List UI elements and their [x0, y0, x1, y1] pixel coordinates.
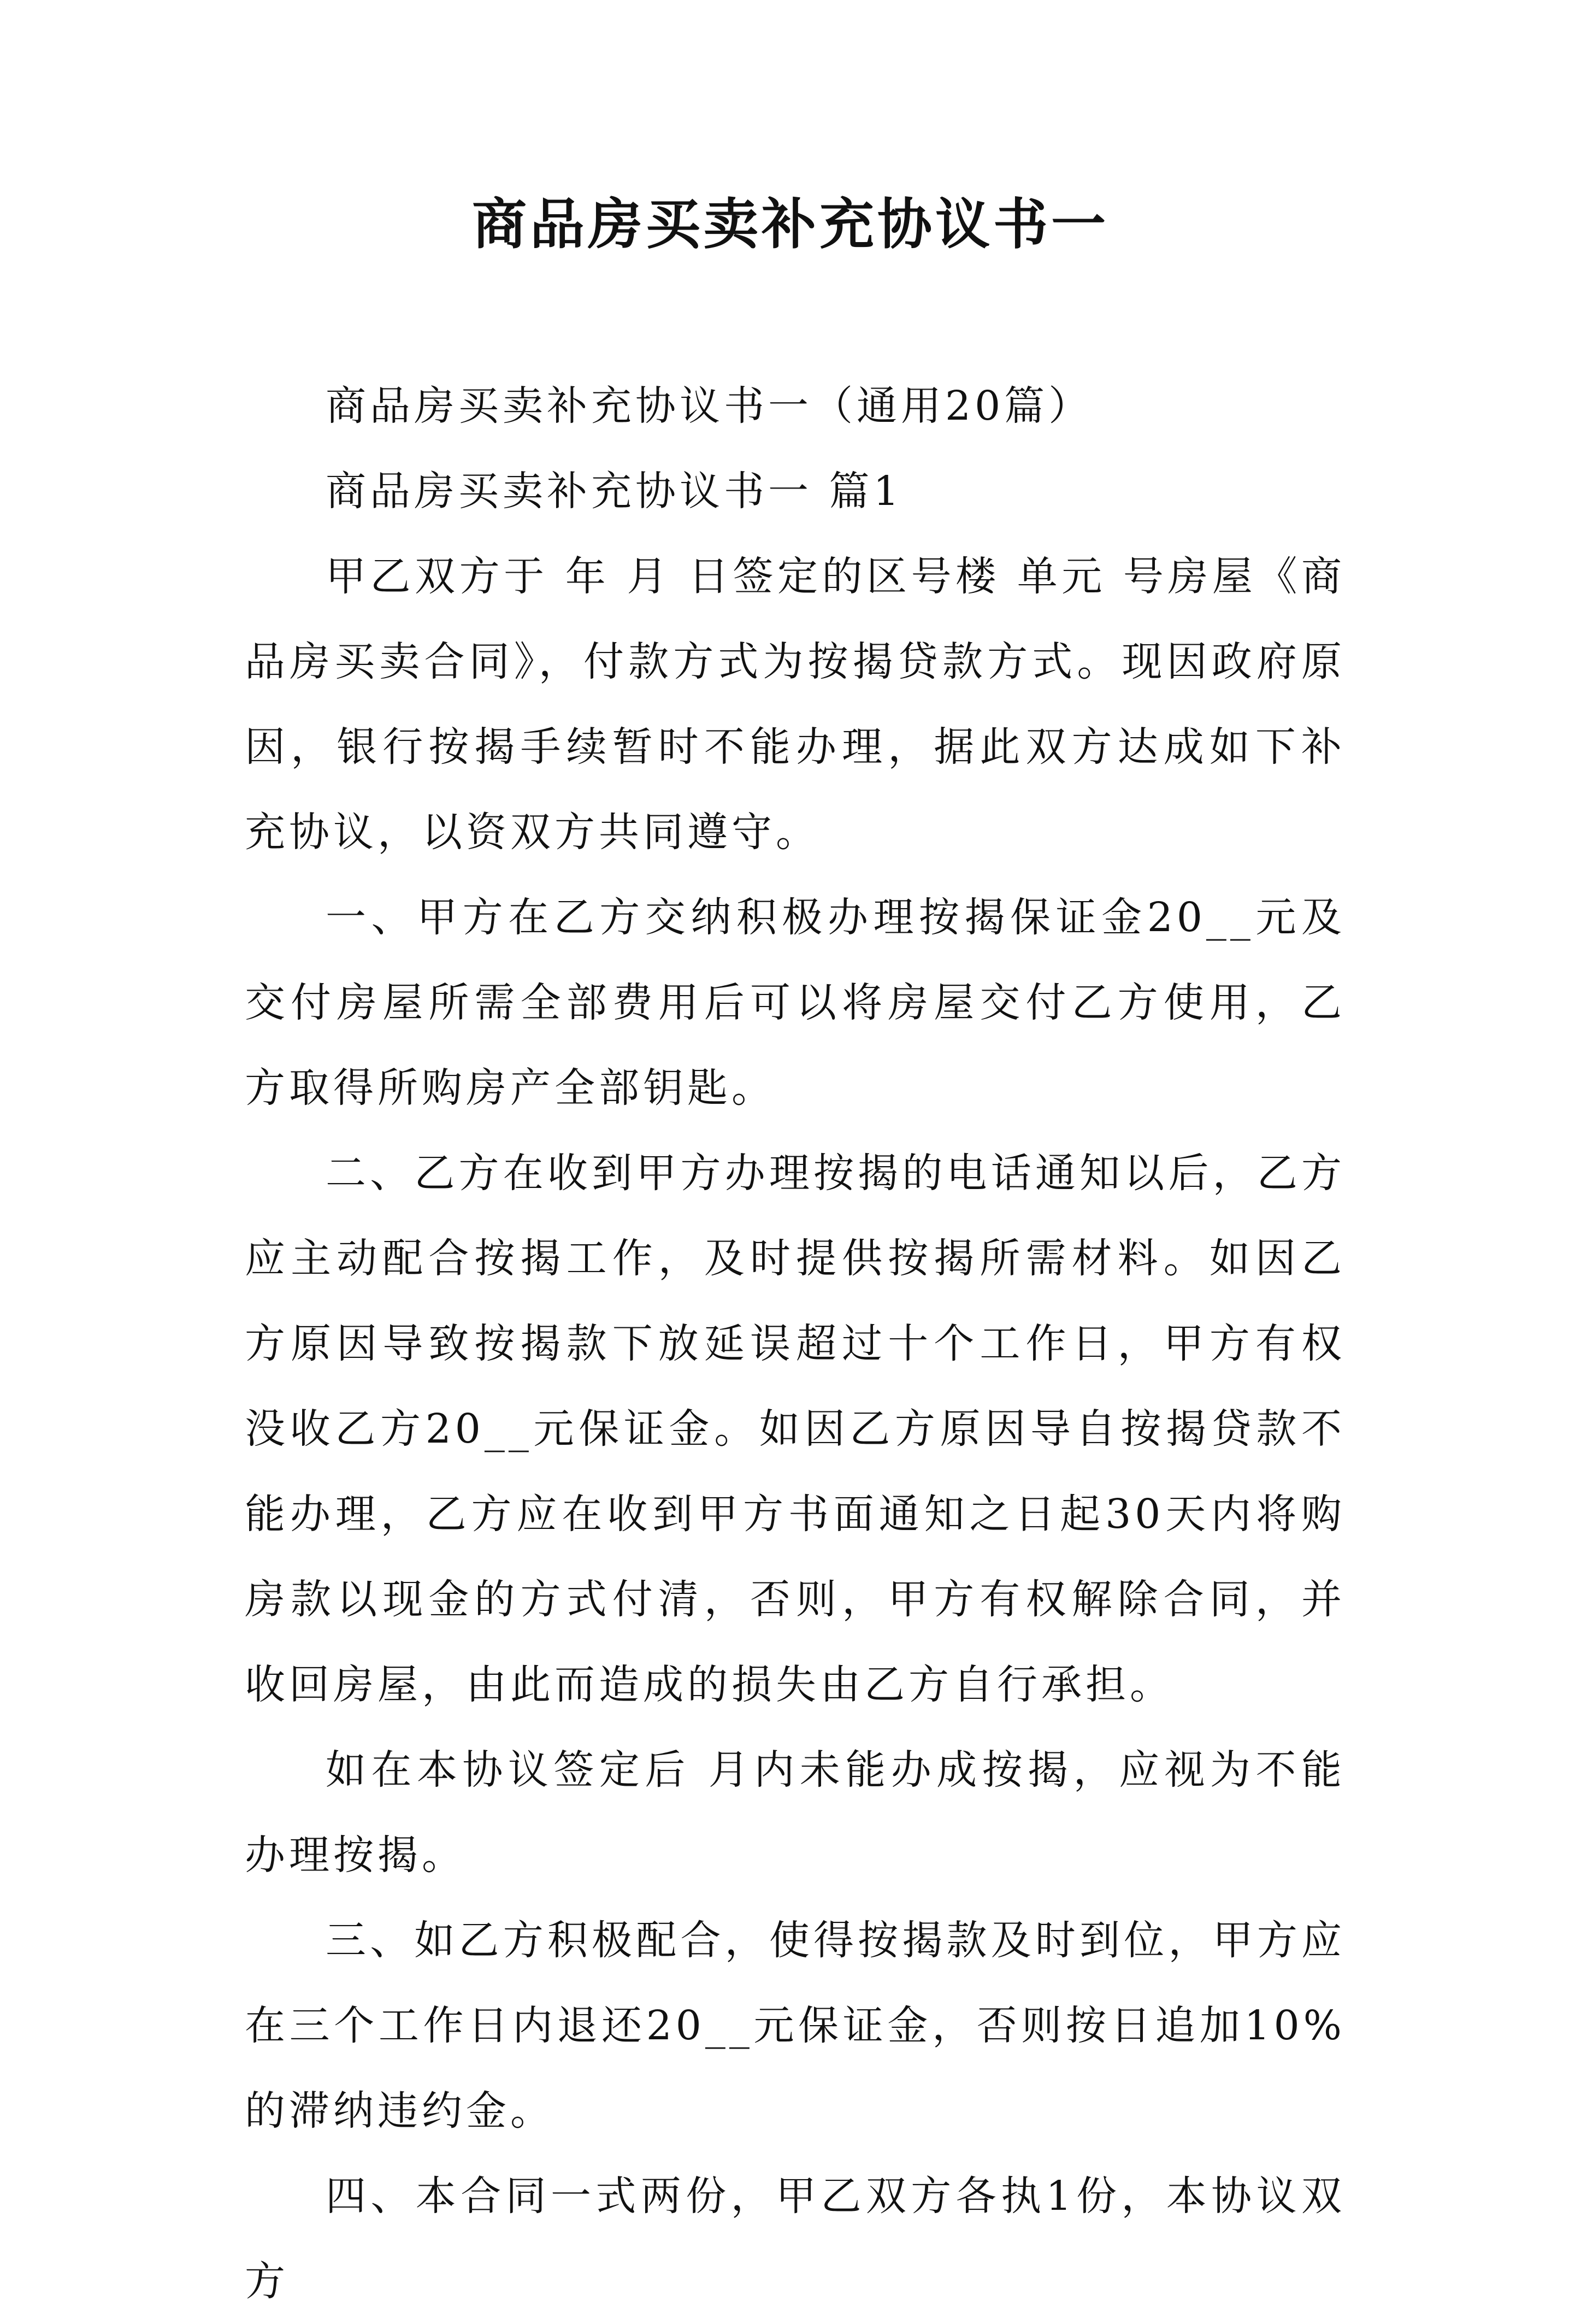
intro-paragraph: 甲乙双方于 年 月 日签定的区号楼 单元 号房屋《商品房买卖合同》，付款方式为按揭贷款方式。现因政府原因，银行按揭手续暂时不能办理，据此双方达成如下补充协议，以资双方共同遵守。 [245, 553, 1346, 856]
clause-four-paragraph: 四、本合同一式两份，甲乙双方各执1份，本协议双方 [245, 2173, 1346, 2305]
document-body [245, 363, 1346, 2324]
section-heading: 商品房买卖补充协议书一 篇1 [326, 468, 903, 515]
document-title: 商品房买卖补充协议书一 [472, 192, 1109, 256]
subtitle-paragraph: 商品房买卖补充协议书一（通用20篇） [326, 383, 1093, 430]
note-paragraph: 如在本协议签定后 月内未能办成按揭，应视为不能办理按揭。 [245, 1746, 1346, 1879]
clause-three-paragraph: 三、如乙方积极配合，使得按揭款及时到位，甲方应在三个工作日内退还20__元保证金，否则按日追加10%的滞纳违约金。 [245, 1917, 1346, 2134]
clause-two-paragraph: 二、乙方在收到甲方办理按揭的电话通知以后，乙方应主动配合按揭工作，及时提供按揭所需材料。如因乙方原因导致按揭款下放延误超过十个工作日，甲方有权没收乙方20__元保证金。如因乙方原因导自按揭贷款不能办理，乙方应在收到甲方书面通知之日起30天内将购房款以现金的方式付清，否则，甲方有权解除合同，并收回房屋，由此而造成的损失由乙方自行承担。 [245, 1150, 1346, 1708]
clause-one-paragraph: 一、甲方在乙方交纳积极办理按揭保证金20__元及交付房屋所需全部费用后可以将房屋交付乙方使用，乙方取得所购房产全部钥匙。 [245, 894, 1346, 1111]
